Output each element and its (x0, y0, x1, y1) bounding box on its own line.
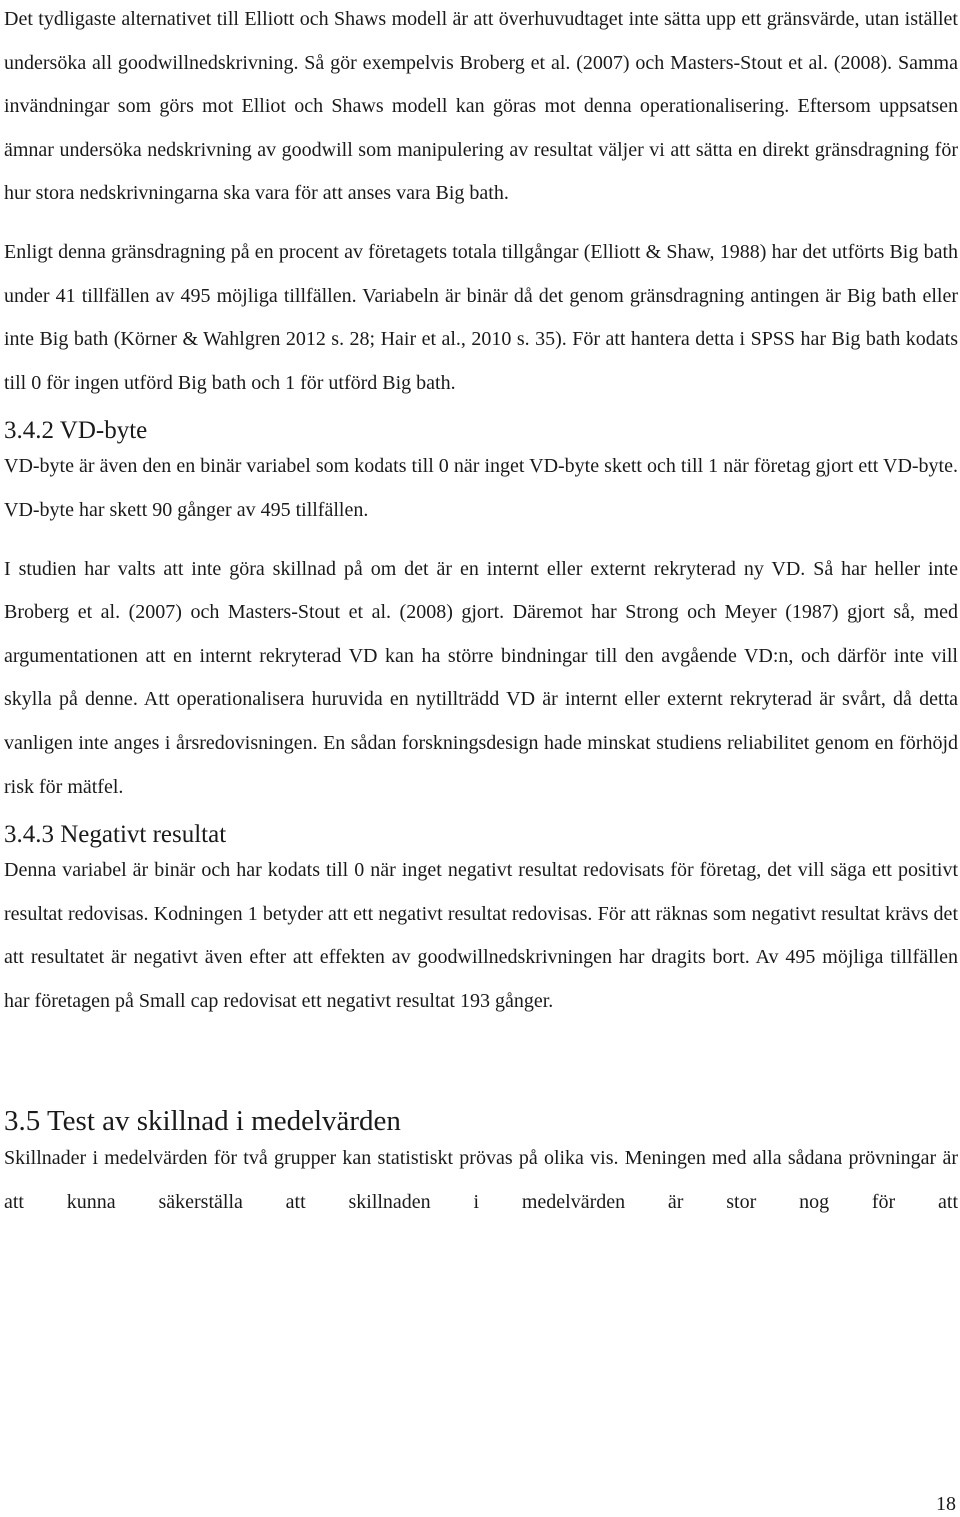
paragraph-negativt-resultat: Denna variabel är binär och har kodats till 0 när inget negativt resultat redovisats för företag, det vill säga ett positivt resultat redovisas. Kodningen 1 betyder att ett negativt resultat redovisas. För att räknas som negativt resultat krävs det att resultatet är negativt även efter att effekten av goodwillnedskrivningen har dragits bort. Av 495 möjliga tillfällen har företagen på Small cap redovisat ett negativt resultat 193 gånger. (4, 859, 958, 1012)
section-heading-vd-byte: 3.4.2 VD-byte (4, 417, 148, 445)
paragraph-vd-recruitment: I studien har valts att inte göra skillnad på om det är en internt eller externt rekryterad ny VD. Så har heller inte Broberg et al. (2007) och Masters-Stout et al. (2008) gjort. Däremot har Strong och Meyer (1987) gjort så, med argumentationen att en internt rekryterad VD kan ha större bindningar till den avgående VD:n, och därför inte vill skylla på denne. Att operationalisera huruvida en nytillträdd VD är internt eller externt rekryterad är svårt, då detta vanligen inte anges i årsredovisningen. En sådan forskningsdesign hade minskat studiens reliabilitet genom en förhöjd risk för mätfel. (4, 557, 958, 798)
section-heading-test-medelvarden: 3.5 Test av skillnad i medelvärden (4, 1105, 401, 1138)
section-heading-negativt-resultat: 3.4.3 Negativt resultat (4, 821, 227, 849)
paragraph-big-bath-threshold: Enligt denna gränsdragning på en procent av företagets totala tillgångar (Elliott & Shaw, 1988) har det utförts Big bath under 41 tillfällen av 495 möjliga tillfällen. Variabeln är binär då det genom gränsdragning antingen är Big bath eller inte Big bath (Körner & Wahlgren 2012 s. 28; Hair et al., 2010 s. 35). För att hantera detta i SPSS har Big bath kodats till 0 för ingen utförd Big bath och 1 för utförd Big bath. (4, 240, 958, 394)
page-number: 18 (936, 1493, 956, 1515)
paragraph-test-medelvarden: Skillnader i medelvärden för två grupper kan statistiskt prövas på olika vis. Meningen med alla sådana prövningar är att kunna säkerställa att skillnaden i medelvärden är stor nog för att (4, 1147, 958, 1214)
paragraph-vd-byte-coding: VD-byte är även den en binär variabel som kodats till 0 när inget VD-byte skett och till 1 när företag gjort ett VD-byte. VD-byte har skett 90 gånger av 495 tillfällen. (4, 455, 958, 521)
paragraph-goodwill-alternative: Det tydligaste alternativet till Elliott och Shaws modell är att överhuvudtaget inte sätta upp ett gränsvärde, utan istället undersöka all goodwillnedskrivning. Så gör exempelvis Broberg et al. (2007) och Masters-Stout et al. (2008). Samma invändningar som görs mot Elliot och Shaws modell kan göras mot denna operationalisering. Eftersom uppsatsen ämnar undersöka nedskrivning av goodwill som manipulering av resultat väljer vi att sätta en direkt gränsdragning för hur stora nedskrivningarna ska vara för att anses vara Big bath. (4, 8, 958, 205)
document-page (4, 0, 958, 1225)
